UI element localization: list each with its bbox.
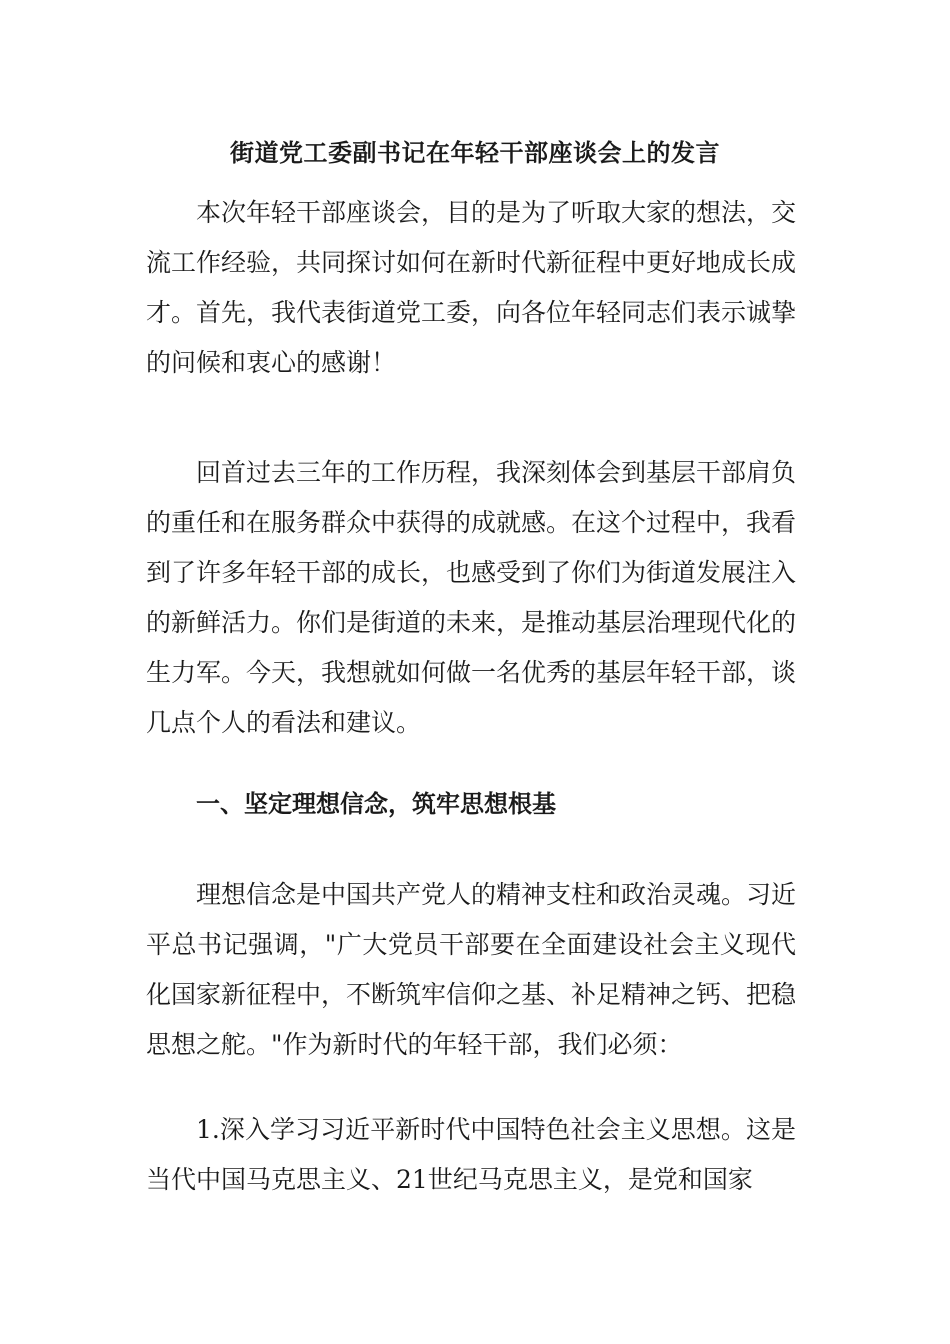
- section-heading-1: 一、坚定理想信念，筑牢思想根基: [196, 789, 556, 818]
- paragraph-intro: 本次年轻干部座谈会，目的是为了听取大家的想法，交流工作经验，共同探讨如何在新时代新征程中更好地成长成才。首先，我代表街道党工委，向各位年轻同志们表示诚挚的问候和衷心的感谢！: [146, 198, 797, 377]
- paragraph-review: 回首过去三年的工作历程，我深刻体会到基层干部肩负的重任和在服务群众中获得的成就感。在这个过程中，我看到了许多年轻干部的成长，也感受到了你们为街道发展注入的新鲜活力。你们是街道的未来，是推动基层治理现代化的生力军。今天，我想就如何做一名优秀的基层年轻干部，谈几点个人的看法和建议。: [146, 458, 797, 737]
- document-title: 街道党工委副书记在年轻干部座谈会上的发言: [230, 138, 720, 167]
- paragraph-ideals: 理想信念是中国共产党人的精神支柱和政治灵魂。习近平总书记强调，"广大党员干部要在全面建设社会主义现代化国家新征程中，不断筑牢信仰之基、补足精神之钙、把稳思想之舵。"作为新时代的年轻干部，我们必须：: [146, 880, 797, 1059]
- paragraph-list-item-1: 1.深入学习习近平新时代中国特色社会主义思想。这是当代中国马克思主义、21世纪马克思主义，是党和国家: [146, 1115, 796, 1194]
